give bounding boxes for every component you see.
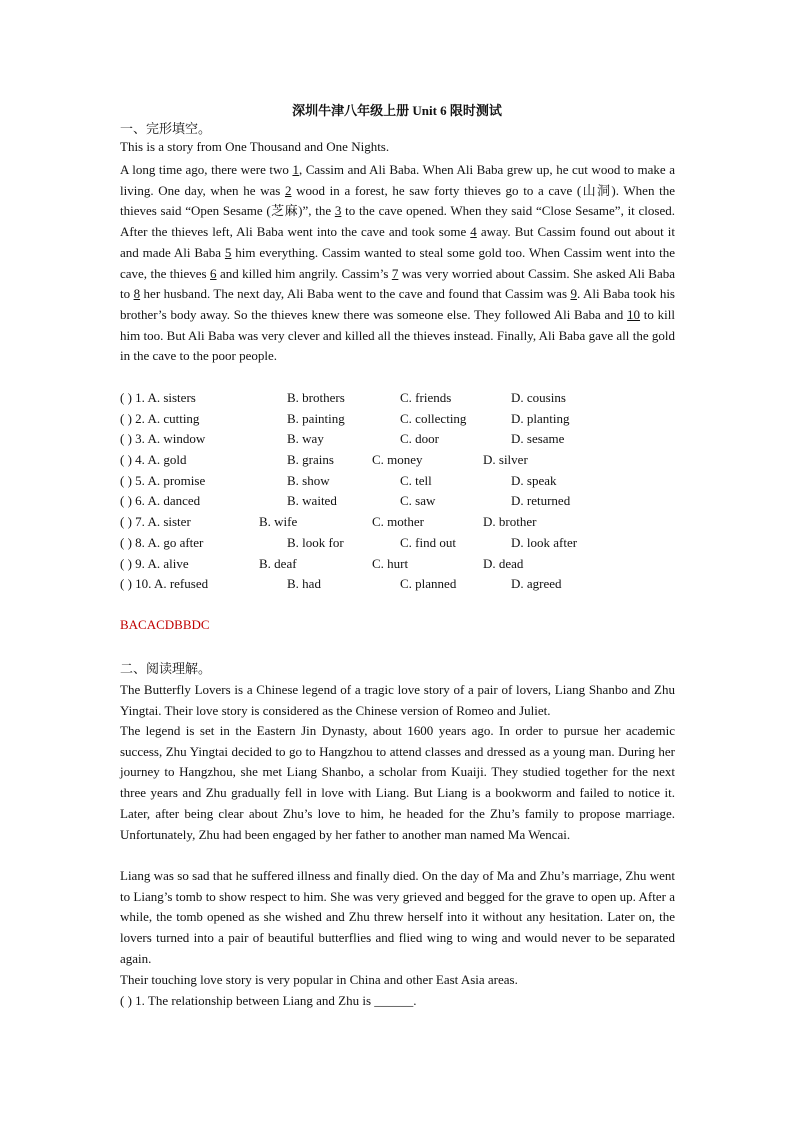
blank-2: 2 (284, 182, 292, 198)
option-d: D. sesame (511, 431, 565, 447)
option-c: C. find out (400, 534, 456, 550)
reading-question-1: ( ) 1. The relationship between Liang and Zhu is ______. (120, 993, 417, 1008)
option-c: C. mother (372, 514, 424, 530)
option-row (120, 491, 700, 512)
option-c: C. saw (400, 493, 436, 509)
option-a: ( ) 8. A. go after (120, 534, 204, 550)
option-row (120, 409, 700, 430)
blank-3: 3 (334, 203, 342, 219)
blank-8: 8 (133, 286, 141, 302)
option-d: D. planting (511, 410, 570, 426)
option-b: B. brothers (287, 390, 345, 405)
option-row (120, 450, 700, 471)
option-a: ( ) 5. A. promise (120, 472, 206, 488)
option-c: C. collecting (400, 410, 467, 426)
story-intro: This is a story from One Thousand and One Nights. (120, 139, 390, 154)
option-a: ( ) 6. A. danced (120, 493, 201, 509)
reading-paragraph-1: The Butterfly Lovers is a Chinese legend of a tragic love story of a pair of lovers, Liang Shanbo and Zhu Yingtai. Their love story is considered as the Chinese version of Romeo and Juliet. (120, 682, 675, 718)
option-d: D. dead (483, 555, 524, 571)
option-a: ( ) 10. A. refused (120, 576, 209, 592)
option-c: C. tell (400, 472, 432, 488)
option-d: D. brother (483, 514, 537, 530)
option-b: B. painting (287, 410, 345, 426)
option-row (120, 512, 700, 533)
option-d: D. cousins (511, 390, 566, 405)
section-1-heading: 一、完形填空。 (120, 121, 212, 136)
blank-5: 5 (224, 244, 232, 260)
option-d: D. look after (511, 534, 578, 550)
option-c: C. money (372, 452, 423, 468)
option-b: B. waited (287, 493, 337, 509)
option-row (120, 471, 700, 492)
option-c: C. friends (400, 390, 452, 405)
reading-paragraph-4: Their touching love story is very popular in China and other East Asia areas. (120, 972, 518, 987)
blank-7: 7 (391, 265, 399, 281)
option-a: ( ) 7. A. sister (120, 514, 191, 530)
option-d: D. agreed (511, 576, 562, 592)
cloze-passage: A long time ago, there were two 1, Cassim and Ali Baba. When Ali Baba grew up, he cut wood to make a living. One day, when he was 2 wood in a forest, he saw forty thieves go to a cave (山洞). When the thieves said “Open Sesame (芝麻)”, the 3 to the cave opened. When they said “Close Sesame”, it closed. After the thieves left, Ali Baba went into the cave and took some 4 away. But Cassim found out about it and made Ali Baba 5 him everything. Cassim wanted to steal some gold too. When Cassim went into the cave, the thieves 6 and killed him angrily. Cassim’s 7 was very worried about Cassim. She asked Ali Baba to 8 her husband. The next day, Ali Baba went to the cave and found that Cassim was 9. Ali Baba took his brother’s body away. So the thieves knew there was someone else. They followed Ali Baba and 10 to kill him too. But Ali Baba was very clever and killed all the thieves instead. Finally, Ali Baba gave all the gold in the cave to the poor people. (120, 162, 675, 364)
option-a: ( ) 3. A. window (120, 431, 206, 447)
option-a: ( ) 4. A. gold (120, 452, 187, 468)
option-b: B. had (287, 576, 321, 592)
option-d: D. silver (483, 452, 528, 468)
blank-4: 4 (470, 224, 477, 240)
option-row (120, 554, 700, 575)
option-b: B. deaf (259, 555, 297, 571)
option-row (120, 533, 700, 554)
option-d: D. speak (511, 472, 557, 488)
option-c: C. hurt (372, 555, 409, 571)
blank-1: 1 (292, 162, 299, 177)
section-2-heading: 二、阅读理解。 (120, 661, 212, 676)
option-a: ( ) 2. A. cutting (120, 410, 200, 426)
answer-key: BACACDBBDC (120, 617, 210, 632)
option-b: B. show (287, 472, 330, 488)
option-b: B. wife (259, 514, 298, 530)
option-a: ( ) 1. A. sisters (120, 390, 196, 405)
reading-paragraph-2: The legend is set in the Eastern Jin Dynasty, about 1600 years ago. In order to pursue her academic success, Zhu Yingtai decided to go to Hangzhou to attend classes and dressed as a young man. During her journey to Hangzhou, she met Liang Shanbo, a scholar from Kuaiji. They studied together for the next three years and Zhu gradually fell in love with Liang. But Liang is a bookworm and failed to notice it. Later, after being clear about Zhu’s love to him, he headed for the Zhu’s family to propose marriage. Unfortunately, Zhu had been engaged by her father to another man named Ma Wencai. (120, 723, 675, 842)
reading-paragraph-3: Liang was so sad that he suffered illness and finally died. On the day of Ma and Zhu’s marriage, Zhu went to Liang’s tomb to show respect to him. She was very grieved and begged for the grave to open up. After a while, the tomb opened as she wished and Zhu threw herself into it without any hesitation. Later on, the lovers turned into a pair of beautiful butterflies and flied wing to wing and would never to be separated again. (120, 868, 675, 966)
option-row (120, 388, 700, 409)
options-list (120, 388, 700, 595)
option-b: B. look for (287, 534, 344, 550)
option-b: B. way (287, 431, 324, 447)
option-row (120, 429, 700, 450)
option-c: C. planned (400, 576, 457, 592)
option-d: D. returned (511, 493, 571, 509)
blank-10: 10 (627, 306, 641, 322)
option-a: ( ) 9. A. alive (120, 555, 189, 571)
option-c: C. door (400, 431, 439, 447)
page-title: 深圳牛津八年级上册 Unit 6 限时测试 (292, 103, 502, 118)
blank-9: 9 (570, 286, 577, 302)
blank-6: 6 (210, 265, 217, 281)
option-b: B. grains (287, 452, 334, 468)
option-row (120, 574, 700, 595)
